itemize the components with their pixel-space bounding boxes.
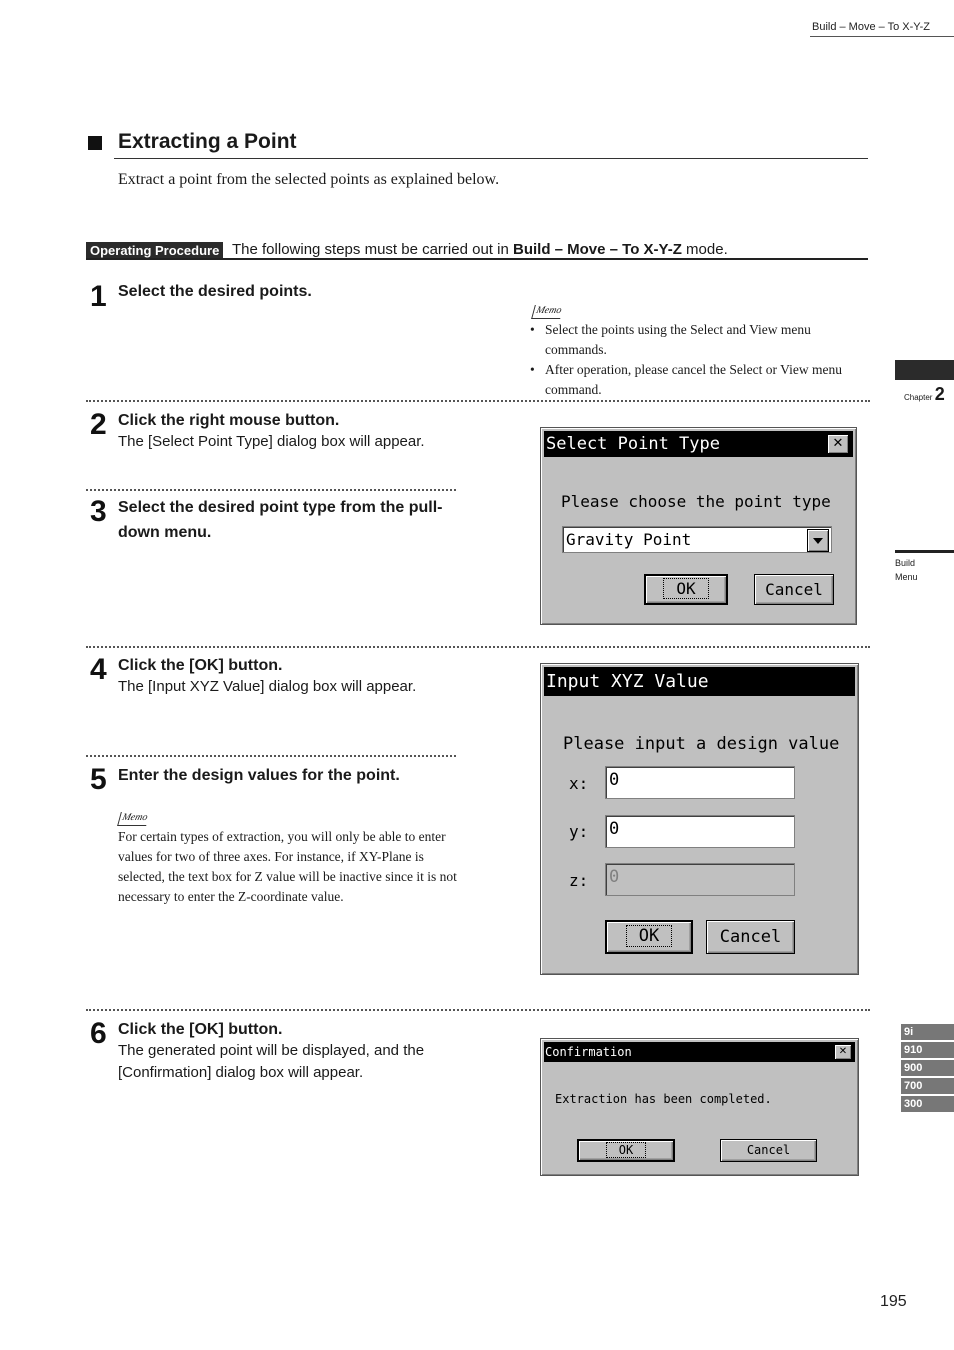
memo-item: • After operation, please cancel the Select or View menu command. [528,360,868,400]
dialog-prompt: Please input a design value [563,734,840,754]
step-4-desc: The [Input XYZ Value] dialog box will appear. [118,678,417,695]
procedure-text-before: The following steps must be carried out in [232,241,513,258]
cancel-button[interactable]: Cancel [754,574,834,605]
section-intro: Extract a point from the selected points as explained below. [118,171,500,188]
ok-button[interactable]: OK [577,1139,675,1162]
memo-icon: Memo [531,305,564,319]
cancel-button[interactable]: Cancel [706,920,795,954]
x-input[interactable]: 0 [605,766,795,799]
dialog-title: Confirmation [545,1045,632,1059]
step-5-title: Enter the design values for the point. [118,767,400,784]
dialog-title: Input XYZ Value [546,671,709,692]
chapter-word: Chapter [904,393,933,402]
step-divider [86,1009,870,1011]
step-4-title: Click the [OK] button. [118,657,283,674]
memo-item: • Select the points using the Select and View menu commands. [528,320,868,360]
section-bullet-icon [88,136,102,150]
procedure-text-after: mode. [681,241,728,258]
y-label: y: [569,822,589,841]
confirmation-dialog [540,1038,859,1176]
z-label: z: [569,871,589,890]
procedure-rule [86,258,868,260]
step-1-title: Select the desired points. [118,283,312,300]
build-menu-rule [895,550,954,553]
y-input[interactable]: 0 [605,815,795,848]
select-point-type-dialog [540,427,857,625]
step-6-number: 6 [90,1017,107,1050]
step-5-number: 5 [90,763,107,796]
model-tab: 700 [901,1078,954,1094]
step-2-title: Click the right mouse button. [118,412,340,429]
ok-button[interactable]: OK [605,920,693,954]
model-tab: 9i [901,1024,954,1040]
step-divider [86,400,870,402]
point-type-dropdown[interactable] [562,526,832,553]
step-divider [86,489,456,491]
step-1-number: 1 [90,280,107,313]
page-number: 195 [880,1293,907,1310]
dialog-titlebar [544,1042,855,1062]
operating-procedure-text [232,241,728,258]
step-6-desc: The generated point will be displayed, and the [Confirmation] dialog box will appear. [118,1042,425,1081]
model-tab: 910 [901,1042,954,1058]
procedure-mode: Build – Move – To X-Y-Z [512,241,682,258]
ok-button[interactable]: OK [644,574,728,605]
step-4-number: 4 [90,653,107,686]
running-head: Build – Move – To X-Y-Z [811,21,930,33]
cancel-button[interactable]: Cancel [720,1139,817,1162]
z-input: 0 [605,863,795,896]
memo-icon: Memo [117,812,150,826]
header-rule [810,36,954,37]
model-tab: 900 [901,1060,954,1076]
close-icon[interactable]: ✕ [834,1044,852,1060]
dialog-message: Extraction has been completed. [555,1092,772,1106]
dropdown-value: Gravity Point [566,530,692,549]
input-xyz-dialog [540,663,859,975]
dialog-titlebar [544,431,853,457]
model-tabs [901,1024,954,1114]
close-icon[interactable]: ✕ [827,434,849,454]
chapter-label [904,384,945,405]
step-divider [86,646,870,648]
step-divider [86,755,456,757]
section-rule [114,158,868,159]
model-tab: 300 [901,1096,954,1112]
section-title: Extracting a Point [118,130,297,153]
build-label-line: Build [895,558,916,568]
memo-text: For certain types of extraction, you will only be able to enter values for two of three axes. For instance, if XY-Plane is selected, the text box for Z value will be inactive since it is not necessary to enter the Z-coordinate value. [118,829,457,904]
step-2-number: 2 [90,408,107,441]
dialog-titlebar [544,667,855,696]
step-3-title: Select the desired point type from the pull-down menu. [118,499,443,541]
chapter-tab [895,360,954,380]
chevron-down-icon[interactable] [807,529,829,552]
build-label-line: Menu [895,572,918,582]
dialog-title: Select Point Type [546,434,720,454]
x-label: x: [569,774,589,793]
step-3-number: 3 [90,495,107,528]
memo-list [528,320,868,400]
step-6-title: Click the [OK] button. [118,1021,283,1038]
step-2-desc: The [Select Point Type] dialog box will appear. [118,433,425,450]
operating-procedure-badge: Operating Procedure [86,242,223,259]
build-menu-label [895,556,918,584]
dialog-prompt: Please choose the point type [561,492,831,511]
chapter-number: 2 [934,384,945,404]
